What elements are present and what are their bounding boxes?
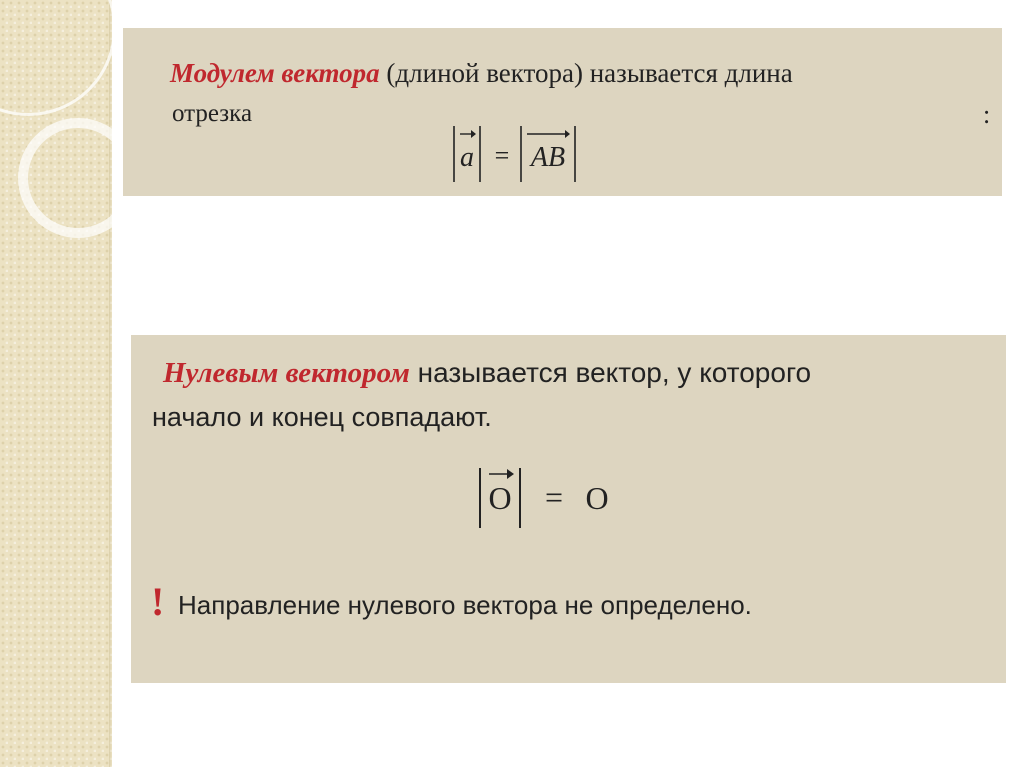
zero-vector-definition-line <box>163 357 811 390</box>
zero-vector-definition-line-2: начало и конец совпадают. <box>152 402 492 432</box>
modulus-definition-text: (длиной вектора) называется длина <box>379 58 793 88</box>
decorative-side-strip <box>0 0 112 767</box>
modulus-colon: : <box>983 100 991 129</box>
zero-vector-formula <box>476 466 626 530</box>
modulus-equals: = <box>494 141 510 170</box>
zero-vector-direction-note: Направление нулевого вектора не определено. <box>178 590 752 620</box>
modulus-definition-line <box>170 58 793 89</box>
vector-ab-symbol: AB <box>530 142 566 173</box>
zero-vector-symbol: O <box>488 480 512 516</box>
modulus-definition-line-2: отрезка <box>172 100 253 127</box>
zero-value: O <box>585 480 609 516</box>
zero-vector-definition-text: называется вектор, у которого <box>409 357 812 388</box>
zero-vector-term: Нулевым вектором <box>163 357 410 389</box>
vector-a-symbol: a <box>460 142 474 173</box>
modulus-formula <box>450 124 590 184</box>
exclamation-icon: ! <box>151 579 165 624</box>
modulus-term: Модулем вектора <box>170 58 380 88</box>
zero-vector-equals: = <box>544 479 564 515</box>
